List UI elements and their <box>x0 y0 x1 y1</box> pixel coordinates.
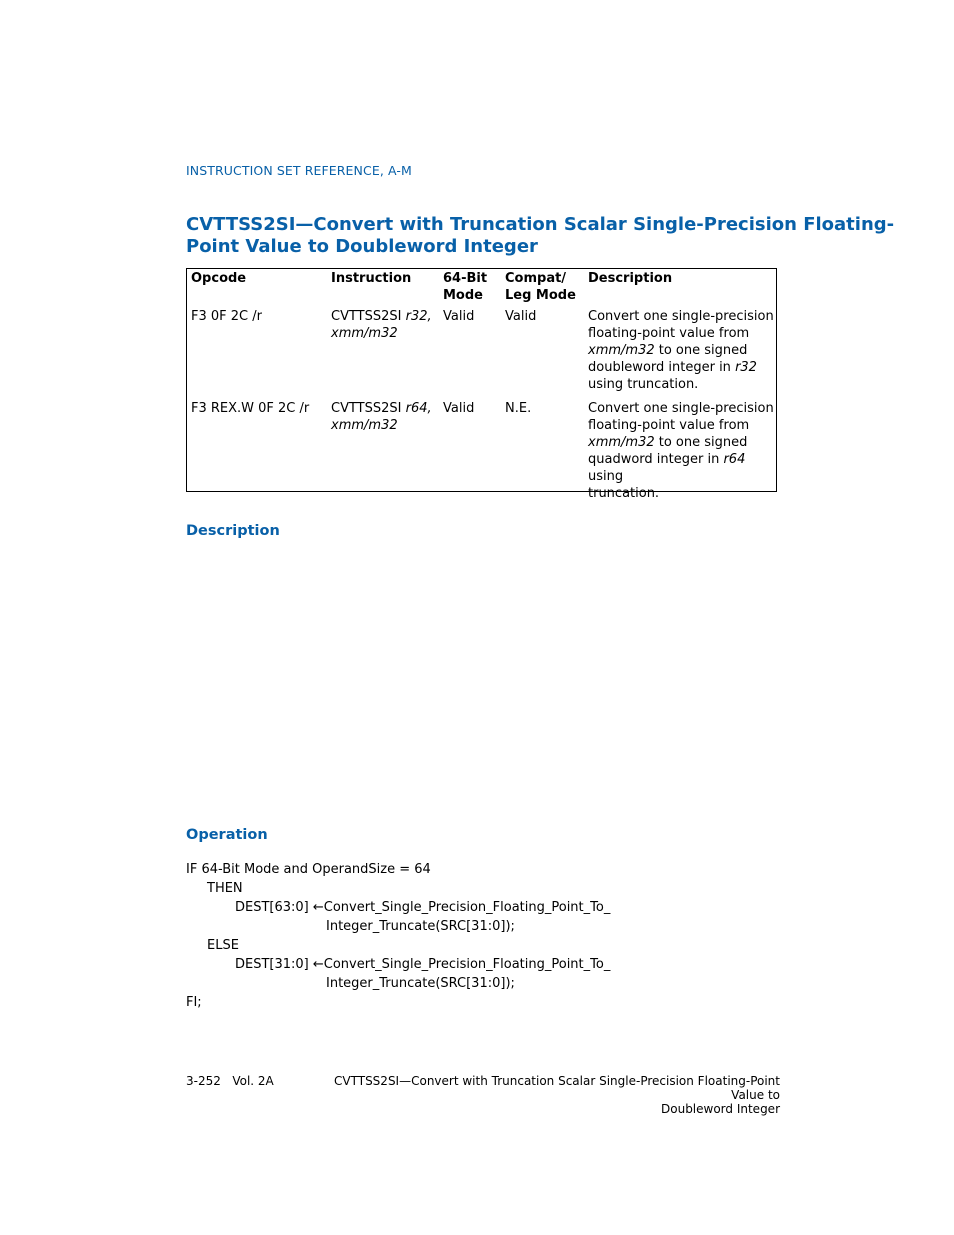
footer-title-line-1: CVTTSS2SI—Convert with Truncation Scalar Single-Precision Floating-Point Value to <box>334 1074 780 1102</box>
page-title-line-1: CVTTSS2SI—Convert with Truncation Scalar Single-Precision Floating- <box>186 214 895 235</box>
column-header-description: Description <box>588 271 673 286</box>
page-title <box>186 214 895 258</box>
section-heading-operation: Operation <box>186 827 268 843</box>
row2-desc-operand: xmm/m32 <box>588 435 655 450</box>
row2-desc-line: Convert one single-precision <box>588 401 774 416</box>
footer-volume: Vol. 2A <box>232 1074 274 1088</box>
row2-desc-text: quadword integer in <box>588 452 724 467</box>
code-line: THEN <box>207 881 243 896</box>
row2-opcode: F3 REX.W 0F 2C /r <box>191 401 310 416</box>
row1-desc-line: Convert one single-precision <box>588 309 774 324</box>
footer-title <box>320 1074 780 1116</box>
row2-instr-mnemonic: CVTTSS2SI <box>331 401 402 416</box>
opcode-table <box>186 268 777 501</box>
column-header-instruction: Instruction <box>331 271 412 286</box>
row1-desc-text: to one signed <box>654 343 748 358</box>
column-header-leg-mode: Leg Mode <box>505 288 576 303</box>
row1-instr-dest: r32, <box>405 309 432 324</box>
row1-opcode: F3 0F 2C /r <box>191 309 262 324</box>
code-line: FI; <box>186 995 202 1010</box>
row2-instruction <box>331 400 432 434</box>
row1-desc-line: floating-point value from <box>588 326 750 341</box>
column-header-64bit: 64-Bit <box>443 271 488 286</box>
row1-desc-operand: r32 <box>735 360 757 375</box>
code-line: DEST[63:0] ←Convert_Single_Precision_Floating_Point_To_ <box>235 900 611 915</box>
row1-instr-mnemonic: CVTTSS2SI <box>331 309 402 324</box>
code-line: DEST[31:0] ←Convert_Single_Precision_Floating_Point_To_ <box>235 957 611 972</box>
row2-instr-dest: r64, <box>405 401 432 416</box>
column-header-mode: Mode <box>443 288 483 303</box>
footer-title-line-2: Doubleword Integer <box>661 1102 780 1116</box>
page-title-line-2: Point Value to Doubleword Integer <box>186 236 538 257</box>
row1-64bit-mode: Valid <box>443 309 475 324</box>
code-line: Integer_Truncate(SRC[31:0]); <box>326 976 515 991</box>
running-header: INSTRUCTION SET REFERENCE, A-M <box>186 163 412 178</box>
row2-instr-src: xmm/m32 <box>331 418 398 433</box>
column-header-compat: Compat/ <box>505 271 567 286</box>
row2-64bit-mode: Valid <box>443 401 475 416</box>
row2-desc-text: using <box>588 469 624 484</box>
row1-desc-text: doubleword integer in <box>588 360 736 375</box>
row1-instr-src: xmm/m32 <box>331 326 398 341</box>
column-header-compat-leg-mode <box>505 270 576 304</box>
row2-desc-text: to one signed <box>654 435 748 450</box>
code-line: ELSE <box>207 938 239 953</box>
row1-description <box>588 308 774 393</box>
code-line: IF 64-Bit Mode and OperandSize = 64 <box>186 862 431 877</box>
row1-desc-operand: xmm/m32 <box>588 343 655 358</box>
row2-compat-mode: N.E. <box>505 401 532 416</box>
code-line: Integer_Truncate(SRC[31:0]); <box>326 919 515 934</box>
row1-compat-mode: Valid <box>505 309 537 324</box>
row2-desc-operand: r64 <box>723 452 746 467</box>
column-header-64bit-mode <box>443 270 487 304</box>
section-heading-description: Description <box>186 523 280 539</box>
row2-description <box>588 400 774 502</box>
footer-page-info <box>186 1074 274 1088</box>
row2-desc-line: truncation. <box>588 486 660 501</box>
column-header-opcode: Opcode <box>191 271 247 286</box>
row1-desc-line: using truncation. <box>588 377 699 392</box>
row2-desc-line: floating-point value from <box>588 418 750 433</box>
row1-instruction <box>331 308 432 342</box>
operation-pseudocode <box>186 860 611 1012</box>
footer-page-number: 3-252 <box>186 1074 221 1088</box>
